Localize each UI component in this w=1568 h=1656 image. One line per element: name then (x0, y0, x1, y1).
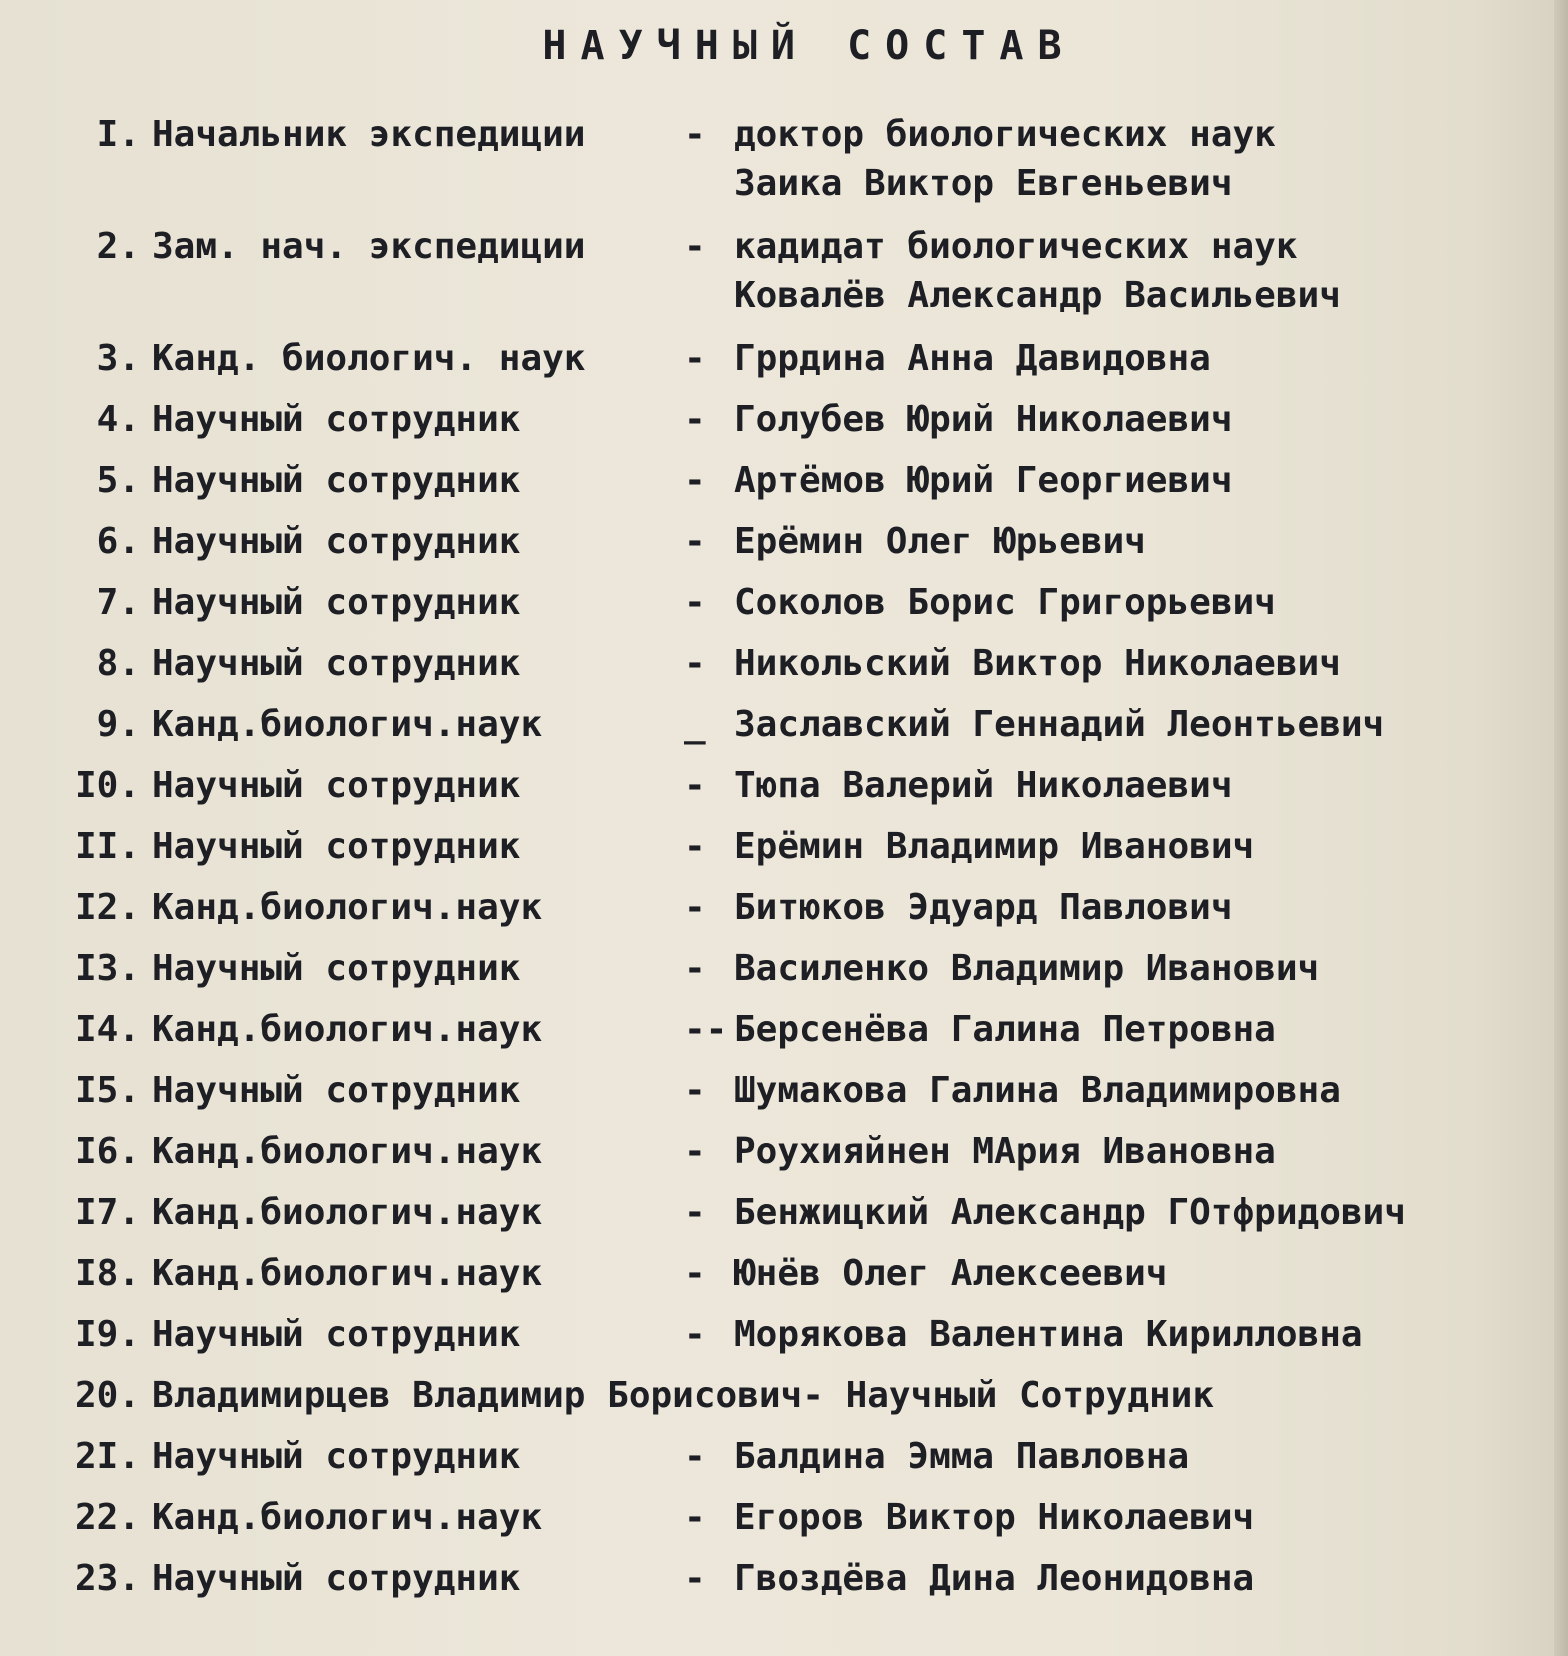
entry-role: Канд.биологич.наук (152, 704, 543, 745)
entry-role: Начальник экспедиции (152, 114, 586, 155)
page-edge-shadow (1554, 0, 1568, 1656)
entry-dash: - (684, 1558, 706, 1599)
entry-dash: - (684, 338, 706, 379)
entry-person (734, 1127, 1276, 1176)
entry-role: Канд.биологич.наук (152, 887, 543, 928)
entry-role: Канд.биологич.наук (152, 1131, 543, 1172)
entry-number: 9. (96, 704, 140, 745)
entry-dash: - (684, 226, 706, 267)
entry-role: Канд.биологич.наук (152, 1497, 543, 1538)
entry-person (734, 1005, 1276, 1054)
list-item (30, 822, 1530, 871)
list-item (30, 578, 1530, 627)
entry-person-name: Роухияйнен МАрия Ивановна (734, 1131, 1276, 1172)
entry-number: I2. (74, 887, 140, 928)
list-item (30, 222, 1530, 320)
list-item (30, 110, 1530, 208)
entry-person-name: Ерёмин Владимир Иванович (734, 826, 1255, 867)
entry-person-name: Заика Виктор Евгеньевич (734, 163, 1233, 204)
entry-number: 6. (96, 521, 140, 562)
entry-person-name: Ковалёв Александр Васильевич (734, 275, 1341, 316)
entry-number: II. (74, 826, 140, 867)
list-item (30, 944, 1530, 993)
entry-person (734, 822, 1254, 871)
entry-dash: - (684, 582, 706, 623)
entry-role: Канд. биологич. наук (152, 338, 586, 379)
list-item (30, 456, 1530, 505)
entry-number: 7. (96, 582, 140, 623)
entry-number: I5. (74, 1070, 140, 1111)
staff-list (30, 110, 1530, 1615)
entry-role: Канд.биологич.наук (152, 1009, 543, 1050)
list-item (30, 1066, 1530, 1115)
entry-person (734, 110, 1276, 208)
entry-person-name: Морякова Валентина Кирилловна (734, 1314, 1363, 1355)
entry-person-name: Артёмов Юрий Георгиевич (734, 460, 1233, 501)
entry-person (734, 944, 1319, 993)
entry-dash: -- (684, 1009, 728, 1050)
entry-person-name: Юнёв Олег Алексеевич (734, 1253, 1168, 1294)
entry-number: 22. (74, 1497, 140, 1538)
entry-person (734, 395, 1233, 444)
list-item (30, 700, 1530, 749)
entry-number: 8. (96, 643, 140, 684)
document-title: НАУЧНЫЙ СОСТАВ (542, 23, 1076, 69)
entry-number: 23. (74, 1558, 140, 1599)
entry-number: I4. (74, 1009, 140, 1050)
list-item (30, 1127, 1530, 1176)
entry-number: 5. (96, 460, 140, 501)
entry-dash: - (684, 1131, 706, 1172)
entry-person-name: Битюков Эдуард Павлович (734, 887, 1233, 928)
entry-dash: - (684, 521, 706, 562)
entry-person (734, 1432, 1189, 1481)
entry-number: I0. (74, 765, 140, 806)
list-item (30, 517, 1530, 566)
entry-person (734, 517, 1146, 566)
list-item (30, 1554, 1530, 1603)
entry-full-line: Владимирцев Владимир Борисович- Научный Сотрудник (152, 1375, 1215, 1416)
entry-person-name: Тюпа Валерий Николаевич (734, 765, 1233, 806)
list-item (30, 1310, 1530, 1359)
entry-role: Научный сотрудник (152, 1314, 521, 1355)
entry-role: Научный сотрудник (152, 826, 521, 867)
entry-dash: - (684, 1436, 706, 1477)
entry-person (734, 334, 1211, 383)
entry-person (734, 1249, 1167, 1298)
entry-person-name: Ерёмин Олег Юрьевич (734, 521, 1146, 562)
list-item (30, 334, 1530, 383)
entry-dash: - (684, 1192, 706, 1233)
entry-person-name: Василенко Владимир Иванович (734, 948, 1320, 989)
entry-dash: - (684, 1314, 706, 1355)
list-item (30, 639, 1530, 688)
entry-person-name: Егоров Виктор Николаевич (734, 1497, 1255, 1538)
entry-person-name: Гррдина Анна Давидовна (734, 338, 1211, 379)
entry-dash: - (684, 1253, 706, 1294)
entry-role: Научный сотрудник (152, 1436, 521, 1477)
entry-role: Научный сотрудник (152, 582, 521, 623)
entry-person (734, 578, 1276, 627)
list-item (30, 1188, 1530, 1237)
entry-person (734, 1310, 1363, 1359)
entry-dash: - (684, 887, 706, 928)
entry-role: Канд.биологич.наук (152, 1192, 543, 1233)
entry-role: Научный сотрудник (152, 399, 521, 440)
list-item (30, 395, 1530, 444)
entry-person-name: Голубев Юрий Николаевич (734, 399, 1233, 440)
entry-role: Научный сотрудник (152, 643, 521, 684)
entry-number: 4. (96, 399, 140, 440)
entry-degree: доктор биологических наук (734, 114, 1276, 155)
entry-dash: - (684, 643, 706, 684)
entry-dash: - (684, 399, 706, 440)
list-item (30, 883, 1530, 932)
entry-number: 2I. (74, 1436, 140, 1477)
entry-person (734, 1493, 1254, 1542)
entry-number: 20. (74, 1375, 140, 1416)
entry-role: Канд.биологич.наук (152, 1253, 543, 1294)
entry-person-name: Балдина Эмма Павловна (734, 1436, 1190, 1477)
entry-person-name: Никольский Виктор Николаевич (734, 643, 1341, 684)
entry-person (734, 456, 1233, 505)
entry-number: I3. (74, 948, 140, 989)
entry-number: I. (96, 114, 140, 155)
entry-role: Научный сотрудник (152, 948, 521, 989)
entry-dash: - (684, 826, 706, 867)
entry-dash: - (684, 1070, 706, 1111)
entry-number: I6. (74, 1131, 140, 1172)
entry-role: Научный сотрудник (152, 765, 521, 806)
entry-degree: кадидат биологических наук (734, 226, 1298, 267)
entry-number: 2. (96, 226, 140, 267)
entry-role: Научный сотрудник (152, 521, 521, 562)
entry-person (734, 883, 1233, 932)
entry-dash: - (684, 948, 706, 989)
entry-dash: - (684, 765, 706, 806)
entry-person (734, 761, 1233, 810)
entry-role: Научный сотрудник (152, 1070, 521, 1111)
entry-dash: - (684, 1497, 706, 1538)
entry-number: I8. (74, 1253, 140, 1294)
entry-person-name: Гвоздёва Дина Леонидовна (734, 1558, 1255, 1599)
entry-dash: _ (684, 704, 706, 745)
list-item (30, 1432, 1530, 1481)
entry-dash: - (684, 460, 706, 501)
entry-person-name: Шумакова Галина Владимировна (734, 1070, 1341, 1111)
entry-person (734, 222, 1341, 320)
entry-role: Научный сотрудник (152, 1558, 521, 1599)
entry-person (734, 1554, 1254, 1603)
list-item (30, 1493, 1530, 1542)
entry-person (734, 1066, 1341, 1115)
entry-role: Зам. нач. экспедиции (152, 226, 586, 267)
entry-number: I7. (74, 1192, 140, 1233)
entry-dash: - (684, 114, 706, 155)
entry-number: 3. (96, 338, 140, 379)
entry-person (734, 700, 1384, 749)
entry-person-name: Заславский Геннадий Леонтьевич (734, 704, 1385, 745)
entry-person-name: Соколов Борис Григорьевич (734, 582, 1276, 623)
list-item (30, 1005, 1530, 1054)
list-item (30, 761, 1530, 810)
entry-number: I9. (74, 1314, 140, 1355)
entry-person-name: Бенжицкий Александр ГОтфридович (734, 1192, 1406, 1233)
entry-person (734, 639, 1341, 688)
entry-person-name: Берсенёва Галина Петровна (734, 1009, 1276, 1050)
entry-person (734, 1188, 1406, 1237)
list-item (30, 1371, 1530, 1420)
entry-role: Научный сотрудник (152, 460, 521, 501)
list-item (30, 1249, 1530, 1298)
